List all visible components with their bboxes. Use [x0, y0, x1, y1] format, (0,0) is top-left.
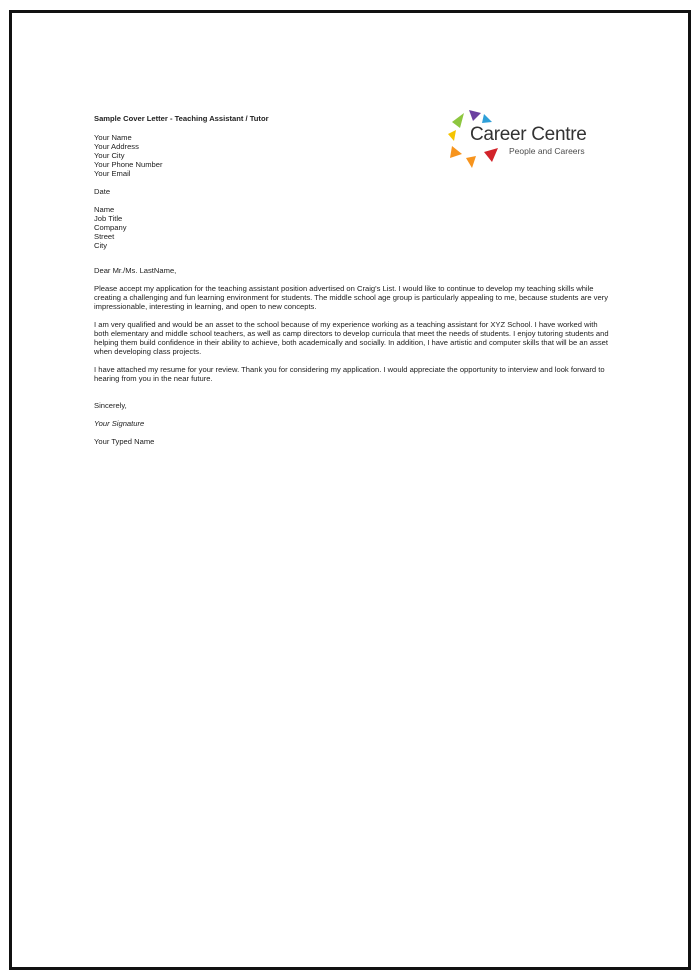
recipient-name: Name	[94, 205, 115, 214]
letter-date: Date	[94, 187, 111, 196]
typed-name: Your Typed Name	[94, 437, 155, 446]
sender-address	[94, 133, 614, 178]
letter-body	[94, 114, 614, 455]
sender-name: Your Name	[94, 133, 132, 142]
sender-phone: Your Phone Number	[94, 160, 163, 169]
salutation: Dear Mr./Ms. LastName,	[94, 266, 177, 275]
recipient-street: Street	[94, 232, 115, 241]
recipient-company: Company	[94, 223, 127, 232]
sender-city: Your City	[94, 151, 125, 160]
closing: Sincerely,	[94, 401, 127, 410]
paragraph-2: I am very qualified and would be an asset to the school because of my experience working as a teaching assistant for XYZ School. I have worked with both elementary and middle school teachers, as well as camp directors to develop curricula that meet the needs of students. I enjoy tutoring students and helping them build confidence in their ability to achieve, both academically and socially. In addition, I have artistic and computer skills that will be an asset when developing class projects.	[94, 320, 609, 356]
logo-name: Career Centre	[470, 124, 587, 145]
paragraph-1: Please accept my application for the teaching assistant position advertised on Craig's List. I would like to continue to develop my teaching skills while creating a challenging and fun learning environment for students. The middle school age group is particularly appealing to me, because students are very impressionable, interesting in learning, and open to new concepts.	[94, 284, 609, 311]
logo-tagline: People and Careers	[509, 146, 585, 156]
sender-email: Your Email	[94, 169, 131, 178]
recipient-address	[94, 205, 614, 250]
recipient-job-title: Job Title	[94, 214, 123, 223]
signature: Your Signature	[94, 419, 145, 428]
paragraph-3: I have attached my resume for your review. Thank you for considering my application. I would appreciate the opportunity to interview and look forward to hearing from you in the near future.	[94, 365, 605, 383]
sender-address-line: Your Address	[94, 142, 139, 151]
letter-title: Sample Cover Letter - Teaching Assistant / Tutor	[94, 114, 269, 123]
recipient-city: City	[94, 241, 108, 250]
